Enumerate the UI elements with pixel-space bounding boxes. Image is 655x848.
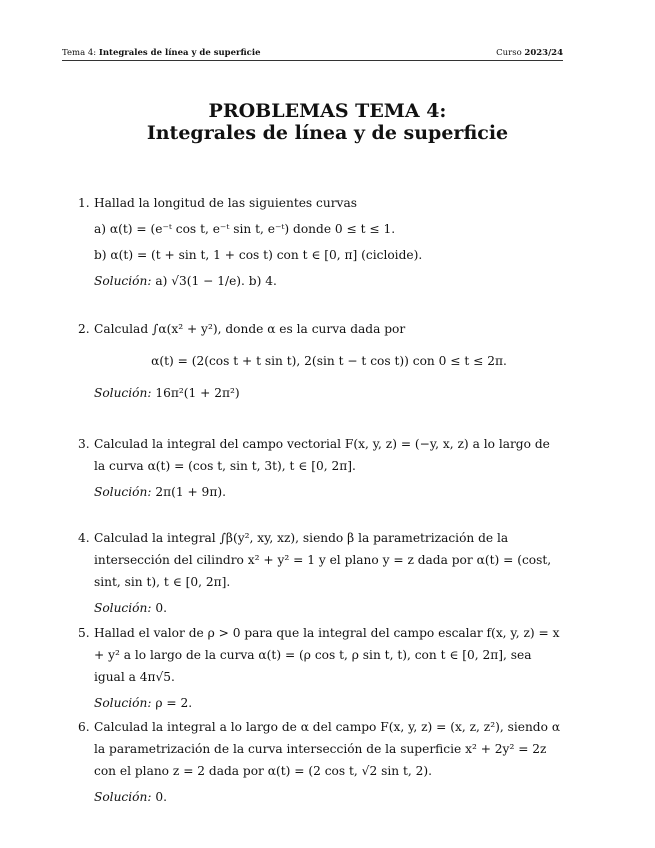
solution [94,481,564,503]
solution-text: 16π²(1 + 2π²) [155,386,240,400]
solution-label: Solución: [94,696,152,710]
problem-part-a: a) α(t) = (e⁻ᵗ cos t, e⁻ᵗ sin t, e⁻ᵗ) donde 0 ≤ t ≤ 1. [94,222,396,236]
title-line-2: Integrales de línea y de superficie [146,122,509,144]
solution-text: ρ = 2. [155,696,193,710]
header-right: Curso 2023/24 [496,48,563,58]
problem-statement: Calculad la integral a lo largo de α del campo F(x, y, z) = (x, z, z²), siendo α la parametrización de la curva intersección de la superficie x² + 2y² = 2z con el plano z = 2 dada por α(t) = (2 cos t, √2 sin t, 2). [94,720,561,778]
problem-4 [78,527,564,619]
solution-label: Solución: [94,485,152,499]
page-title [0,100,655,144]
solution [94,786,564,808]
problem-2 [78,318,564,404]
solution-label: Solución: [94,274,152,288]
problem-number: 2. [78,322,90,336]
header-left: Tema 4: Integrales de línea y de superficie [62,48,261,58]
solution [94,382,564,404]
title-line-1: PROBLEMAS TEMA 4: [208,100,447,122]
problem-statement: Calculad la integral ∫β(y², xy, xz), siendo β la parametrización de la intersección del cilindro x² + y² = 1 y el plano y = z dada por α(t) = (cost, sint, sin t), t ∈ [0, 2π]. [94,531,552,589]
solution-text: a) √3(1 − 1/e). b) 4. [155,274,277,288]
problem-statement: Calculad ∫α(x² + y²), donde α es la curva dada por [94,322,406,336]
solution [94,270,564,292]
display-equation: α(t) = (2(cos t + t sin t), 2(sin t − t cos t)) con 0 ≤ t ≤ 2π. [151,354,507,368]
solution-text: 0. [155,601,167,615]
solution-text: 0. [155,790,167,804]
problem-number: 3. [78,437,90,451]
problem-5 [78,622,564,714]
solution-label: Solución: [94,790,152,804]
solution-label: Solución: [94,601,152,615]
problem-number: 1. [78,196,90,210]
solution [94,692,564,714]
problem-statement: Hallad el valor de ρ > 0 para que la integral del campo escalar f(x, y, z) = x + y² a lo largo de la curva α(t) = (ρ cos t, ρ sin t, t), con t ∈ [0, 2π], sea igual a 4π√5. [94,626,560,684]
problem-1 [78,192,564,292]
problem-part-b: b) α(t) = (t + sin t, 1 + cos t) con t ∈ [0, π] (cicloide). [94,248,423,262]
problem-3 [78,433,564,503]
solution [94,597,564,619]
solution-text: 2π(1 + 9π). [155,485,226,499]
problem-number: 4. [78,531,90,545]
problem-number: 6. [78,720,90,734]
solution-label: Solución: [94,386,152,400]
problem-6 [78,716,564,808]
problem-statement: Hallad la longitud de las siguientes curvas [94,196,357,210]
page-header [62,48,563,61]
problem-statement: Calculad la integral del campo vectorial F(x, y, z) = (−y, x, z) a lo largo de la curva α(t) = (cos t, sin t, 3t), t ∈ [0, 2π]. [94,437,550,473]
problem-number: 5. [78,626,90,640]
